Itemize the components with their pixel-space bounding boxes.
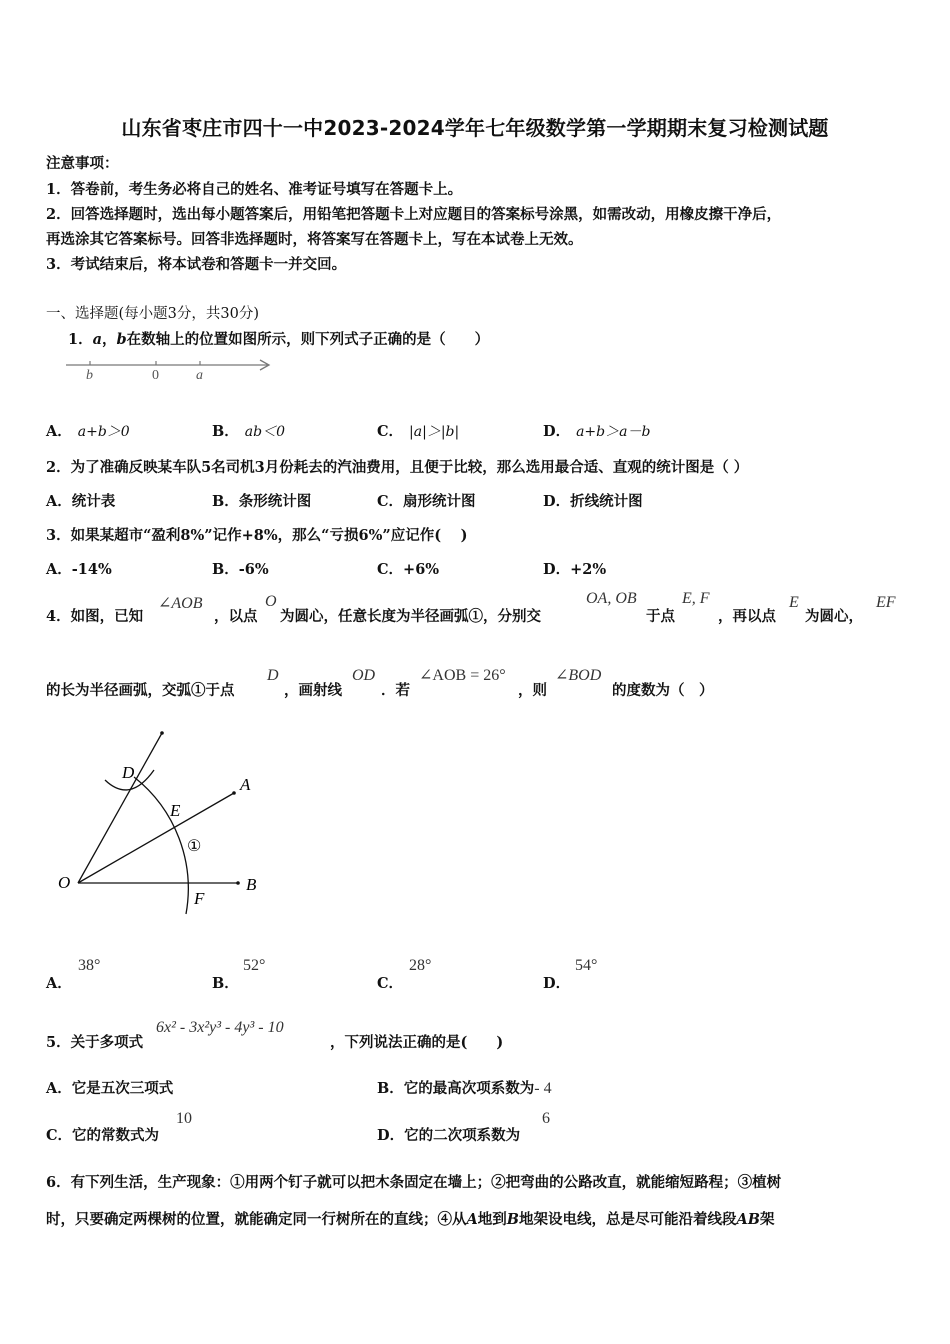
q3-stem: 3．如果某超市“盈利8%”记作+8%，那么“亏损6%”应记作( ) — [46, 527, 468, 544]
q4-math: OA, OB — [586, 590, 637, 607]
option-label: D． — [377, 1127, 405, 1144]
q1-option-a[interactable] — [46, 420, 130, 441]
q4-math: O — [265, 593, 277, 610]
option-text: 它的常数式为 — [72, 1127, 160, 1144]
label-d: D — [122, 763, 135, 782]
q4-text: ，以点 — [214, 608, 258, 625]
q5-option-c-math: 10 — [176, 1110, 192, 1127]
q1-var-a: a — [92, 331, 102, 348]
option-label: A． — [46, 493, 72, 510]
q4-text: 于点 — [646, 608, 675, 625]
q6-var: AB — [736, 1211, 761, 1228]
notice-item: 2．回答选择题时，选出每小题答案后，用铅笔把答题卡上对应题目的答案标号涂黑，如需改动，用橡皮擦干净后， — [46, 206, 782, 223]
q6-line-1: 6．有下列生活，生产现象：①用两个钉子就可以把木条固定在墙上；②把弯曲的公路改直，就能缩短路程；③植树 — [46, 1174, 782, 1191]
q5-option-a[interactable] — [46, 1077, 173, 1098]
q4-math: OD — [352, 667, 376, 684]
q3-option-b[interactable] — [212, 558, 269, 579]
label-arc-1: ① — [187, 838, 202, 855]
q1-stem-text: 在数轴上的位置如图所示，则下列式子正确的是（ ） — [126, 331, 490, 348]
option-text: 它的最高次项系数为 — [403, 1080, 535, 1097]
label-e: E — [170, 801, 181, 820]
q5-option-b[interactable] — [377, 1077, 552, 1098]
ray-od — [78, 733, 162, 883]
q4-option-c-value: 28° — [409, 957, 432, 974]
q6-line-2 — [46, 1208, 775, 1229]
option-math: - 4 — [534, 1080, 552, 1097]
q6-var: B — [506, 1211, 520, 1228]
q1-number: 1． — [68, 331, 93, 348]
tick-label-0: 0 — [152, 368, 159, 383]
option-label: D． — [543, 561, 571, 578]
q2-option-d[interactable] — [543, 490, 643, 511]
page-title: 山东省枣庄市四十一中2023-2024学年七年级数学第一学期期末复习检测试题 — [121, 116, 829, 140]
label-f: F — [194, 889, 205, 908]
q4-math: E — [789, 594, 799, 611]
q4-option-b-value: 52° — [243, 957, 266, 974]
q4-text: ，画射线 — [284, 682, 342, 699]
label-o: O — [58, 873, 71, 892]
q1-var-b: b — [116, 331, 127, 348]
option-text: +6% — [403, 561, 440, 578]
q2-option-b[interactable] — [212, 490, 311, 511]
q5-option-d[interactable] — [377, 1124, 520, 1145]
q4-option-a-label[interactable]: A． — [46, 975, 72, 992]
q2-option-a[interactable] — [46, 490, 115, 511]
q1-separator: ， — [102, 331, 117, 348]
q4-text: ，则 — [518, 682, 547, 699]
tick-label-b: b — [86, 368, 93, 383]
option-text: +2% — [570, 561, 607, 578]
q1-option-d[interactable] — [543, 420, 650, 441]
q4-text: ，再以点 — [718, 608, 776, 625]
notice-item: 再选涂其它答案标号。回答非选择题时，将答案写在答题卡上，写在本试卷上无效。 — [46, 231, 583, 248]
q4-option-b-label[interactable]: B． — [212, 975, 239, 992]
q4-math: E, F — [682, 590, 710, 607]
option-label: C． — [377, 561, 404, 578]
option-text: 条形统计图 — [238, 493, 312, 510]
q6-text: 地到 — [477, 1211, 507, 1228]
tick-label-a: a — [196, 368, 203, 383]
q5-option-d-math: 6 — [542, 1110, 550, 1127]
option-label: B． — [377, 1080, 404, 1097]
point-ray-end — [160, 731, 164, 735]
q5-text: 5．关于多项式 — [46, 1034, 144, 1051]
option-text: 折线统计图 — [570, 493, 643, 510]
option-label: C． — [377, 423, 404, 440]
q2-option-c[interactable] — [377, 490, 476, 511]
q4-option-d-value: 54° — [575, 957, 598, 974]
q5-expression: 6x² - 3x²y³ - 4y³ - 10 — [156, 1019, 284, 1036]
option-text: a+b＞a－b — [576, 424, 651, 440]
ray-oa — [78, 793, 234, 883]
point-a — [232, 791, 236, 795]
q4-math: ∠AOB — [158, 595, 203, 612]
option-label: A． — [46, 561, 72, 578]
option-label: D． — [543, 493, 571, 510]
q6-text: 地架设电线，总是尽可能沿着线段 — [519, 1211, 737, 1228]
option-text: 统计表 — [71, 493, 116, 510]
option-label: D． — [543, 423, 571, 440]
q4-text: ．若 — [381, 682, 410, 699]
option-label: A． — [46, 423, 72, 440]
q5-option-c[interactable] — [46, 1124, 159, 1145]
q4-math: D — [267, 667, 279, 684]
option-text: |a|＞|b| — [409, 424, 460, 440]
q4-text: 4．如图，已知 — [46, 608, 144, 625]
option-text: 它是五次三项式 — [71, 1080, 174, 1097]
q1-option-b[interactable] — [212, 420, 285, 441]
option-label: B． — [212, 423, 239, 440]
notice-heading: 注意事项： — [46, 155, 119, 172]
q1-option-c[interactable] — [377, 420, 459, 441]
notice-item: 1．答卷前，考生务必将自己的姓名、准考证号填写在答题卡上。 — [46, 181, 463, 198]
q4-option-a-value: 38° — [78, 957, 101, 974]
q4-text: 为圆心， — [805, 608, 863, 625]
option-text: a+b＞0 — [77, 424, 130, 440]
q6-var: A — [466, 1211, 478, 1228]
q4-figure — [50, 722, 280, 922]
q1-stem — [68, 328, 489, 349]
q4-math: ∠BOD — [555, 667, 602, 684]
notice-item: 3．考试结束后，将本试卷和答题卡一并交回。 — [46, 256, 347, 273]
q3-option-d[interactable] — [543, 558, 606, 579]
option-text: -6% — [238, 561, 269, 578]
point-b — [236, 881, 240, 885]
q6-text: 架 — [760, 1211, 775, 1228]
q3-option-a[interactable] — [46, 558, 112, 579]
section-heading: 一、选择题(每小题3分，共30分) — [46, 306, 259, 322]
q4-math: ∠AOB = 26° — [419, 667, 506, 684]
q4-text: 的度数为（ ） — [612, 682, 714, 699]
option-text: 它的二次项系数为 — [404, 1127, 521, 1144]
option-text: ab＜0 — [244, 424, 285, 440]
label-a: A — [240, 775, 251, 794]
option-label: B． — [212, 493, 239, 510]
option-text: -14% — [71, 561, 112, 578]
q3-option-c[interactable] — [377, 558, 439, 579]
q2-stem: 2．为了准确反映某车队5名司机3月份耗去的汽油费用，且便于比较，那么选用最合适、直观的统计图是（ ） — [46, 459, 749, 476]
q4-option-d-label[interactable]: D． — [543, 975, 571, 992]
option-label: C． — [377, 493, 404, 510]
q4-option-c-label[interactable]: C． — [377, 975, 404, 992]
q5-text: ，下列说法正确的是( ) — [330, 1034, 504, 1051]
q4-math: EF — [876, 594, 896, 611]
q1-number-line — [62, 352, 276, 384]
option-text: 扇形统计图 — [403, 493, 476, 510]
q4-text: 的长为半径画弧，交弧①于点 — [46, 682, 235, 699]
label-b: B — [246, 875, 257, 894]
q6-text: 时，只要确定两棵树的位置，就能确定同一行树所在的直线；④从 — [46, 1211, 467, 1228]
option-label: A． — [46, 1080, 72, 1097]
option-label: C． — [46, 1127, 73, 1144]
q4-text: 为圆心，任意长度为半径画弧①，分别交 — [280, 608, 541, 625]
option-label: B． — [212, 561, 239, 578]
